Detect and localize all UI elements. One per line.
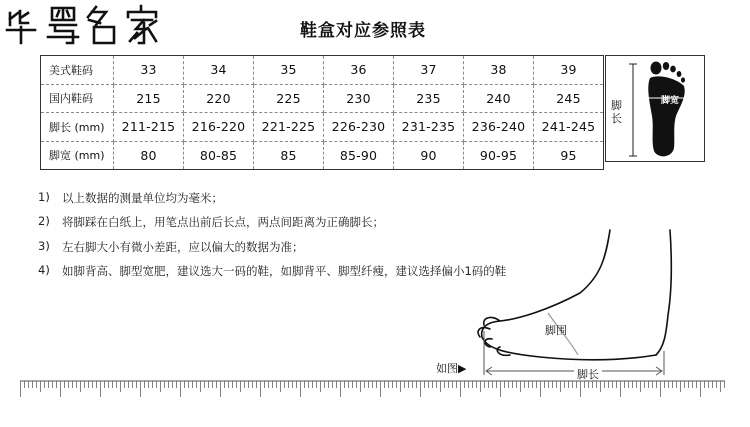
table-cell: 36	[324, 56, 394, 85]
table-cell: 38	[464, 56, 534, 85]
table-cell: 221-225	[254, 113, 324, 142]
note-number: 3)	[38, 238, 50, 253]
table-cell: 230	[324, 84, 394, 113]
table-cell: 220	[184, 84, 254, 113]
table-cell: 85-90	[324, 141, 394, 170]
table-row	[41, 56, 604, 85]
table-row	[41, 113, 604, 142]
footprint-diagram	[605, 55, 705, 162]
table-cell: 211-215	[114, 113, 184, 142]
see-figure-label: 如图▶	[436, 362, 467, 375]
foot-girth-label: 脚围	[545, 324, 567, 337]
table-row	[41, 141, 604, 170]
note-text: 以上数据的测量单位均为毫米；	[62, 191, 223, 205]
table-cell: 90-95	[464, 141, 534, 170]
page-title: 鞋盒对应参照表	[300, 21, 426, 41]
table-cell: 226-230	[324, 113, 394, 142]
table-cell: 33	[114, 56, 184, 85]
table-cell: 215	[114, 84, 184, 113]
row-label-foot-length: 脚长 (mm)	[41, 113, 114, 142]
row-label-us-size: 美式鞋码	[41, 56, 114, 85]
table-cell: 34	[184, 56, 254, 85]
table-cell: 216-220	[184, 113, 254, 142]
note-text: 如脚背高、脚型宽肥，建议选大一码的鞋，如脚背平、脚型纤瘦，建议选择偏小1码的鞋	[62, 263, 507, 278]
table-cell: 245	[534, 84, 604, 113]
table-cell: 85	[254, 141, 324, 170]
row-label-foot-width: 脚宽 (mm)	[41, 141, 114, 170]
foot-width-label: 脚宽	[661, 96, 680, 106]
table-cell: 35	[254, 56, 324, 85]
table-cell: 225	[254, 84, 324, 113]
table-cell: 39	[534, 56, 604, 85]
ruler-icon	[20, 380, 725, 400]
brand-logo	[4, 3, 180, 47]
note-number: 4)	[38, 262, 50, 277]
foot-length-label: 脚长	[611, 99, 622, 125]
table-cell: 80-85	[184, 141, 254, 170]
illustration-length-label: 脚长	[574, 366, 602, 382]
table-cell: 95	[560, 147, 577, 163]
brand-logo-mark	[4, 3, 180, 47]
table-cell: 236-240	[464, 113, 534, 142]
table-cell: 231-235	[394, 113, 464, 142]
ruler	[20, 380, 725, 400]
row-label-cn-size: 国内鞋码	[41, 84, 114, 113]
table-cell: 37	[394, 56, 464, 85]
note-text: 左右脚大小有微小差距，应以偏大的数据为准；	[62, 239, 304, 254]
note-number: 1)	[38, 190, 50, 204]
table-cell: 90	[394, 141, 464, 170]
table-cell: 241-245	[534, 113, 604, 142]
note-number: 2)	[38, 214, 50, 229]
note-text: 将脚踩在白纸上，用笔点出前后长点，两点间距离为正确脚长；	[62, 215, 384, 230]
table-cell: 240	[464, 84, 534, 113]
table-cell: 80	[114, 141, 184, 170]
table-row	[41, 84, 604, 113]
size-chart-table	[40, 55, 604, 170]
table-cell: 235	[394, 84, 464, 113]
